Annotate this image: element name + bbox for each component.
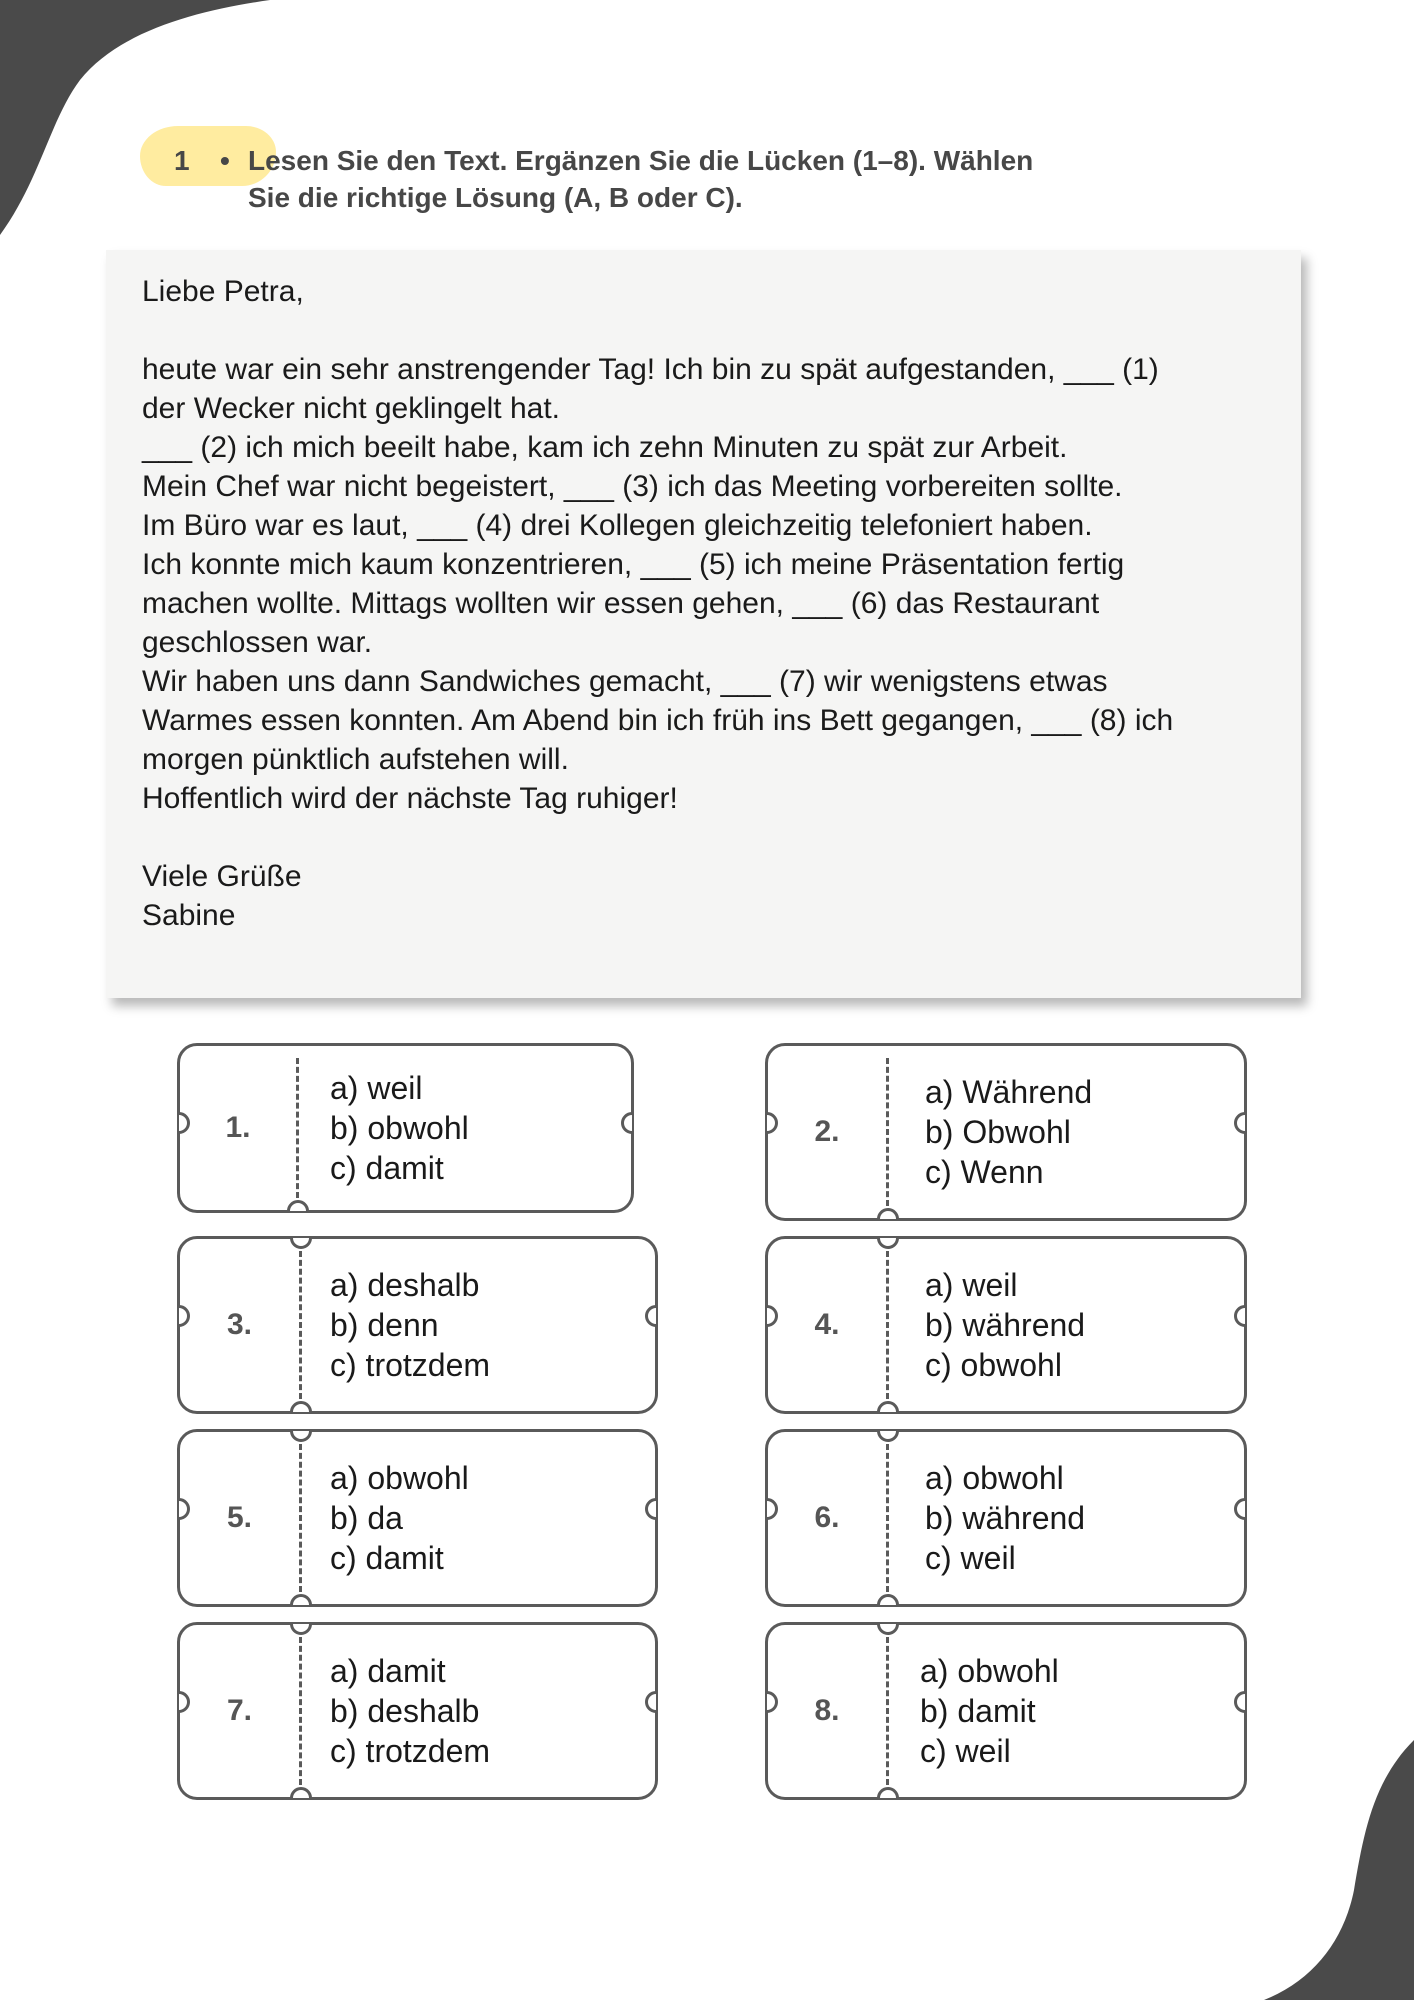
option-b[interactable]: b) Obwohl xyxy=(925,1114,1071,1150)
answer-ticket-1 xyxy=(177,1043,634,1213)
option-b[interactable]: b) während xyxy=(925,1500,1086,1536)
option-a[interactable]: a) weil xyxy=(330,1070,423,1106)
option-b[interactable]: b) damit xyxy=(920,1693,1036,1729)
answer-ticket-2 xyxy=(765,1043,1247,1221)
letter-line: Hoffentlich wird der nächste Tag ruhiger! xyxy=(142,782,678,815)
ticket-options xyxy=(920,1625,1059,1797)
letter-closing: Viele Grüße xyxy=(142,860,302,893)
ticket-number: 4. xyxy=(814,1308,840,1341)
ticket-number: 5. xyxy=(226,1501,253,1534)
option-a[interactable]: a) damit xyxy=(330,1653,446,1689)
ticket-options xyxy=(925,1432,1085,1604)
option-c[interactable]: c) trotzdem xyxy=(330,1347,491,1383)
answer-ticket-6 xyxy=(765,1429,1247,1607)
letter-line: Ich konnte mich kaum konzentrieren, ___ (5) ich meine Präsentation fertig xyxy=(142,548,1125,581)
letter-line: Wir haben uns dann Sandwiches gemacht, ___ (7) wir wenigstens etwas xyxy=(142,665,1108,698)
letter-line: ___ (2) ich mich beeilt habe, kam ich zehn Minuten zu spät zur Arbeit. xyxy=(142,431,1068,464)
ticket-number: 2. xyxy=(814,1115,840,1148)
option-a[interactable]: a) obwohl xyxy=(925,1460,1064,1496)
option-a[interactable]: a) weil xyxy=(925,1267,1018,1303)
ticket-number: 7. xyxy=(226,1694,253,1727)
ticket-options xyxy=(330,1432,469,1604)
letter-line: Im Büro war es laut, ___ (4) drei Kollegen gleichzeitig telefoniert haben. xyxy=(142,509,1093,542)
bullet-icon: • xyxy=(220,145,230,176)
ticket-options xyxy=(330,1046,469,1210)
ticket-number: 8. xyxy=(814,1694,840,1727)
letter-line: der Wecker nicht geklingelt hat. xyxy=(142,392,560,425)
ticket-options xyxy=(925,1046,1092,1218)
letter-card xyxy=(106,250,1301,998)
option-c[interactable]: c) Wenn xyxy=(925,1154,1044,1190)
letter-body xyxy=(142,272,1292,935)
option-b[interactable]: b) während xyxy=(925,1307,1086,1343)
ticket-number: 6. xyxy=(814,1501,840,1534)
corner-decoration-bottom-right xyxy=(1234,1740,1414,2000)
option-b[interactable]: b) da xyxy=(330,1500,403,1536)
ticket-number: 3. xyxy=(226,1308,253,1341)
instruction-text xyxy=(248,142,1148,216)
option-c[interactable]: c) obwohl xyxy=(925,1347,1062,1383)
letter-line: Mein Chef war nicht begeistert, ___ (3) ich das Meeting vorbereiten sollte. xyxy=(142,470,1123,503)
ticket-number: 1. xyxy=(225,1111,251,1144)
letter-signature: Sabine xyxy=(142,899,236,932)
answer-ticket-3 xyxy=(177,1236,658,1414)
option-a[interactable]: a) obwohl xyxy=(330,1460,469,1496)
answer-ticket-8 xyxy=(765,1622,1247,1800)
letter-line: Warmes essen konnten. Am Abend bin ich früh ins Bett gegangen, ___ (8) ich xyxy=(142,704,1174,737)
task-number: 1 xyxy=(174,145,190,176)
option-b[interactable]: b) denn xyxy=(330,1307,439,1343)
option-a[interactable]: a) Während xyxy=(925,1074,1093,1110)
option-c[interactable]: c) trotzdem xyxy=(330,1733,491,1769)
ticket-options xyxy=(330,1239,490,1411)
option-b[interactable]: b) deshalb xyxy=(330,1693,480,1729)
option-a[interactable]: a) obwohl xyxy=(920,1653,1059,1689)
option-c[interactable]: c) weil xyxy=(920,1733,1011,1769)
option-c[interactable]: c) damit xyxy=(330,1540,444,1576)
option-c[interactable]: c) damit xyxy=(330,1150,444,1186)
letter-line: heute war ein sehr anstrengender Tag! Ich bin zu spät aufgestanden, ___ (1) xyxy=(142,353,1159,386)
option-b[interactable]: b) obwohl xyxy=(330,1110,469,1146)
answer-ticket-4 xyxy=(765,1236,1247,1414)
instruction-line-1: Lesen Sie den Text. Ergänzen Sie die Lücken (1–8). Wählen xyxy=(248,145,1034,176)
letter-greeting: Liebe Petra, xyxy=(142,275,304,308)
ticket-options xyxy=(330,1625,490,1797)
letter-line: morgen pünktlich aufstehen will. xyxy=(142,743,569,776)
answer-ticket-5 xyxy=(177,1429,658,1607)
option-c[interactable]: c) weil xyxy=(925,1540,1016,1576)
corner-decoration-top-left xyxy=(0,0,280,240)
instruction-line-2: Sie die richtige Lösung (A, B oder C). xyxy=(248,182,743,213)
ticket-options xyxy=(925,1239,1085,1411)
answer-ticket-7 xyxy=(177,1622,658,1800)
option-a[interactable]: a) deshalb xyxy=(330,1267,480,1303)
letter-line: machen wollte. Mittags wollten wir essen gehen, ___ (6) das Restaurant xyxy=(142,587,1100,620)
letter-line: geschlossen war. xyxy=(142,626,373,659)
